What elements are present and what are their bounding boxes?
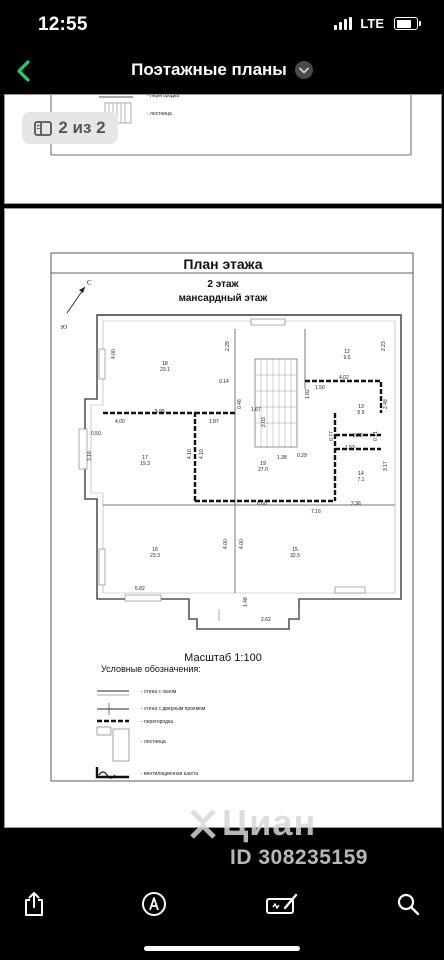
dimension-label: 2.36 [351, 501, 361, 507]
share-icon [23, 891, 45, 917]
dimension-label: 1.48 [243, 597, 249, 607]
plan-floor: 2 этаж [207, 279, 239, 290]
dimension-label: 1.87 [209, 419, 219, 425]
plan-scale: Масштаб 1:100 [184, 652, 262, 664]
legend-item: - перегородка [141, 719, 174, 725]
document-page-1[interactable] [4, 94, 442, 204]
nav-title-label: Поэтажные планы [131, 60, 287, 79]
legend-item: - вентиляционная шахта [141, 771, 198, 777]
dimension-label: 2.29 [225, 341, 231, 351]
signal-icon [334, 17, 352, 30]
dimension-label: 4.02 [339, 375, 349, 381]
bottom-toolbar [0, 870, 444, 934]
dimension-label: 3.17 [383, 461, 389, 471]
legend-item: - лестница [141, 739, 166, 745]
dimension-label: 2.03 [261, 417, 267, 427]
dimension-label: 4.00 [111, 349, 117, 359]
dimension-label: 0.46 [237, 399, 243, 409]
dimension-label: 6.60 [257, 501, 267, 507]
room-label: 14 7.1 [357, 471, 365, 483]
room-label: 16 23.3 [150, 547, 160, 559]
dimension-label: 4.10 [199, 449, 205, 459]
chevron-down-icon [295, 61, 313, 79]
dimension-label: 4.00 [239, 539, 245, 549]
room-label: 18 23.1 [160, 361, 170, 373]
dimension-label: 7.16 [311, 509, 321, 515]
dimension-label: 4.00 [223, 539, 229, 549]
cian-logo-icon [188, 809, 218, 839]
signature-button[interactable] [262, 884, 302, 924]
plan-floor-type: мансардный этаж [178, 293, 268, 304]
legend-title: Условные обозначения: [101, 664, 201, 674]
document-page-2[interactable] [4, 208, 442, 828]
signature-icon [265, 892, 299, 916]
dimension-label: 3.18 [87, 451, 93, 461]
room-label: 15 32.5 [290, 547, 300, 559]
search-button[interactable] [388, 884, 428, 924]
dimension-label: 1.50 [315, 385, 325, 391]
room-label: 19 27.0 [258, 461, 268, 473]
dimension-label: 1.53 [345, 445, 355, 451]
status-indicators [334, 16, 418, 31]
network-label: LTE [360, 16, 384, 31]
markup-button[interactable] [134, 884, 174, 924]
markup-pen-icon [141, 891, 167, 917]
legend-item: - стена с дверным проемом [141, 706, 206, 712]
dimension-label: 0.77 [329, 431, 335, 441]
room-label: 12 9.0 [343, 349, 351, 361]
battery-icon [394, 17, 418, 30]
legend-symbols [5, 209, 441, 827]
legend-item: - стена с окном [141, 689, 177, 695]
page1-legend-partition: - перегородка [147, 94, 180, 99]
dimension-label: 1.38 [277, 455, 287, 461]
dimension-label: 4.00 [115, 419, 125, 425]
dimension-label: 2.48 [383, 399, 389, 409]
status-time: 12:55 [38, 14, 88, 35]
dimension-label: 0.50 [91, 431, 101, 437]
home-indicator [144, 946, 300, 951]
room-label: 13 5.9 [357, 404, 365, 416]
watermark-brand: Циан [188, 802, 316, 844]
plan-title: План этажа [183, 256, 263, 272]
nav-bar [0, 48, 444, 94]
dimension-label: 2.62 [261, 617, 271, 623]
page1-legend-stairs: - лестница [147, 111, 172, 117]
watermark-id: ID 308235159 [230, 846, 368, 869]
status-bar [0, 0, 444, 48]
room-label: 17 19.3 [140, 455, 150, 467]
svg-text:С: С [87, 279, 92, 287]
dimension-label: 4.10 [187, 449, 193, 459]
dimension-label: 5.82 [135, 586, 145, 592]
sidebar-icon [34, 121, 52, 136]
svg-text:Ю: Ю [61, 325, 68, 331]
dimension-label: 0.29 [297, 453, 307, 459]
page-indicator-label: 2 из 2 [58, 118, 106, 137]
nav-title[interactable] [0, 60, 444, 80]
dimension-label: 0.14 [219, 379, 229, 385]
share-button[interactable] [14, 884, 54, 924]
dimension-label: 5.95 [155, 409, 165, 415]
dimension-label: 2.23 [381, 341, 387, 351]
dimension-label: 2.28 [353, 433, 363, 439]
dimension-label: 0.71 [373, 431, 379, 441]
dimension-label: 1.67 [251, 407, 261, 413]
search-icon [396, 892, 420, 916]
dimension-label: 1.82 [305, 389, 311, 399]
page-indicator [22, 112, 118, 144]
